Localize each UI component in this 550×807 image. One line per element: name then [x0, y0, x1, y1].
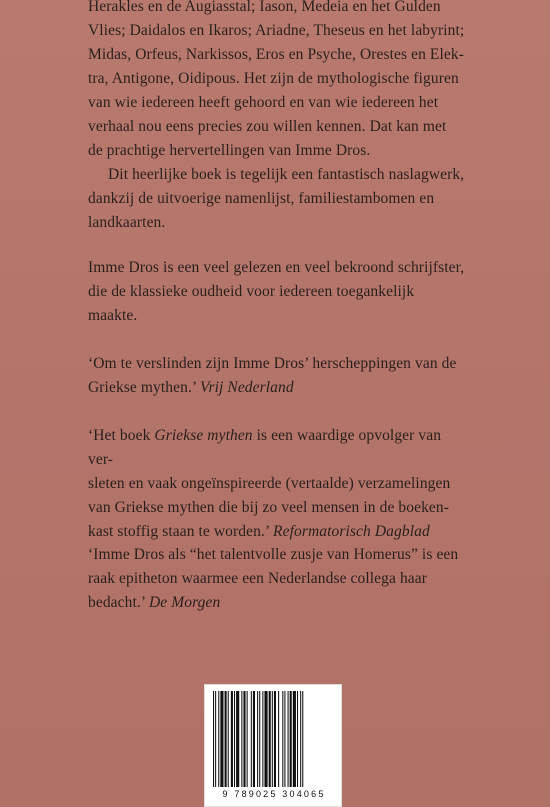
barcode-bar: [278, 691, 279, 787]
book-title: Griekse mythen: [154, 427, 253, 444]
blurb-line: Midas, Orfeus, Narkissos, Eros en Psyche, Orestes en Elek-: [88, 46, 464, 63]
barcode-bar: [257, 691, 258, 787]
barcode-bar: [284, 691, 285, 787]
review-quote-3: [88, 543, 468, 615]
quote-line: [88, 591, 468, 615]
barcode-bar: [213, 691, 214, 787]
review-quote-1: [88, 352, 468, 400]
barcode-bar: [253, 691, 255, 787]
barcode-bar: [288, 691, 289, 787]
quote-line: [88, 520, 468, 544]
blurb-line: Herakles en de Augiasstal; Iason, Medeia en het Gulden: [88, 0, 441, 15]
barcode-bar: [302, 691, 303, 787]
blurb-line: maakte.: [88, 307, 138, 324]
quote-line: [88, 424, 468, 472]
quote-text: kast stoffig staan te worden.’: [88, 523, 274, 540]
blurb-line: dankzij de uitvoerige namenlijst, familiestambomen en: [88, 190, 435, 207]
barcode-bar: [297, 691, 298, 787]
barcode-bar: [293, 691, 296, 787]
blurb-line: Dit heerlijke boek is tegelijk een fantastisch naslagwerk,: [108, 166, 465, 183]
barcode-bar: [274, 691, 276, 787]
barcode-bar: [241, 691, 242, 787]
quote-line: van Griekse mythen die bij zo veel mensen in de boeken-: [88, 499, 450, 516]
blurb-line: tra, Antigone, Oidipous. Het zijn de mythologische figuren: [88, 70, 459, 87]
blurb-line: landkaarten.: [88, 214, 166, 231]
barcode-bars: [213, 691, 335, 787]
quote-source: De Morgen: [148, 594, 221, 611]
quote-line: ‘Imme Dros als “het talentvolle zusje van Homerus” is een: [88, 546, 459, 563]
quote-line: raak epitheton waarmee een Nederlandse collega haar: [88, 570, 428, 587]
barcode-bar: [259, 691, 260, 787]
isbn-barcode: [204, 684, 342, 807]
blurb-paragraph-1: [88, 0, 468, 163]
quote-text: bedacht.’: [88, 594, 149, 611]
blurb-line: Imme Dros is een veel gelezen en veel bekroond schrijfster,: [88, 259, 465, 276]
quote-line: ‘Om te verslinden zijn Imme Dros’ herscheppingen van de: [88, 355, 457, 372]
barcode-bar: [215, 691, 216, 787]
blurb-line: de prachtige hervertellingen van Imme Dros.: [88, 142, 371, 159]
review-quote-2: [88, 424, 468, 544]
isbn-digits: 9 789025 304065: [222, 789, 326, 799]
barcode-bar: [247, 691, 248, 787]
author-paragraph: [88, 256, 468, 328]
barcode-bar: [231, 691, 233, 787]
barcode-bar: [251, 691, 252, 787]
blurb-line: Vlies; Daidalos en Ikaros; Ariadne, Theseus en het labyrint;: [88, 22, 465, 39]
barcode-bar: [220, 691, 223, 787]
quote-text: is een waardige opvolger van ver-: [88, 427, 442, 468]
barcode-bar: [300, 691, 301, 787]
barcode-bar: [262, 691, 263, 787]
quote-source: Vrij Nederland: [200, 379, 294, 396]
barcode-bar: [228, 691, 229, 787]
quote-text: ‘Het boek: [88, 427, 155, 444]
quote-source: Reformatorisch Dagblad: [273, 523, 430, 540]
barcode-bar: [243, 691, 245, 787]
barcode-bar: [269, 691, 271, 787]
blurb-line: die de klassieke oudheid voor iedereen toegankelijk: [88, 283, 415, 300]
barcode-bar: [218, 691, 219, 787]
quote-line: sleten en vaak ongeïnspireerde (vertaalde) verzamelingen: [88, 475, 451, 492]
barcode-bar: [225, 691, 227, 787]
barcode-bar: [290, 691, 292, 787]
barcode-bar: [282, 691, 283, 787]
barcode-bar: [264, 691, 267, 787]
barcode-bar: [272, 691, 273, 787]
blurb-paragraph-2: [88, 163, 468, 235]
barcode-bar: [236, 691, 239, 787]
blurb-line: van wie iedereen heeft gehoord en van wie iedereen het: [88, 94, 439, 111]
blurb-line: verhaal nou eens precies zou willen kennen. Dat kan met: [88, 118, 447, 135]
quote-text: Griekse mythen.’: [88, 379, 201, 396]
quote-line: [88, 376, 468, 400]
barcode-bar: [234, 691, 235, 787]
